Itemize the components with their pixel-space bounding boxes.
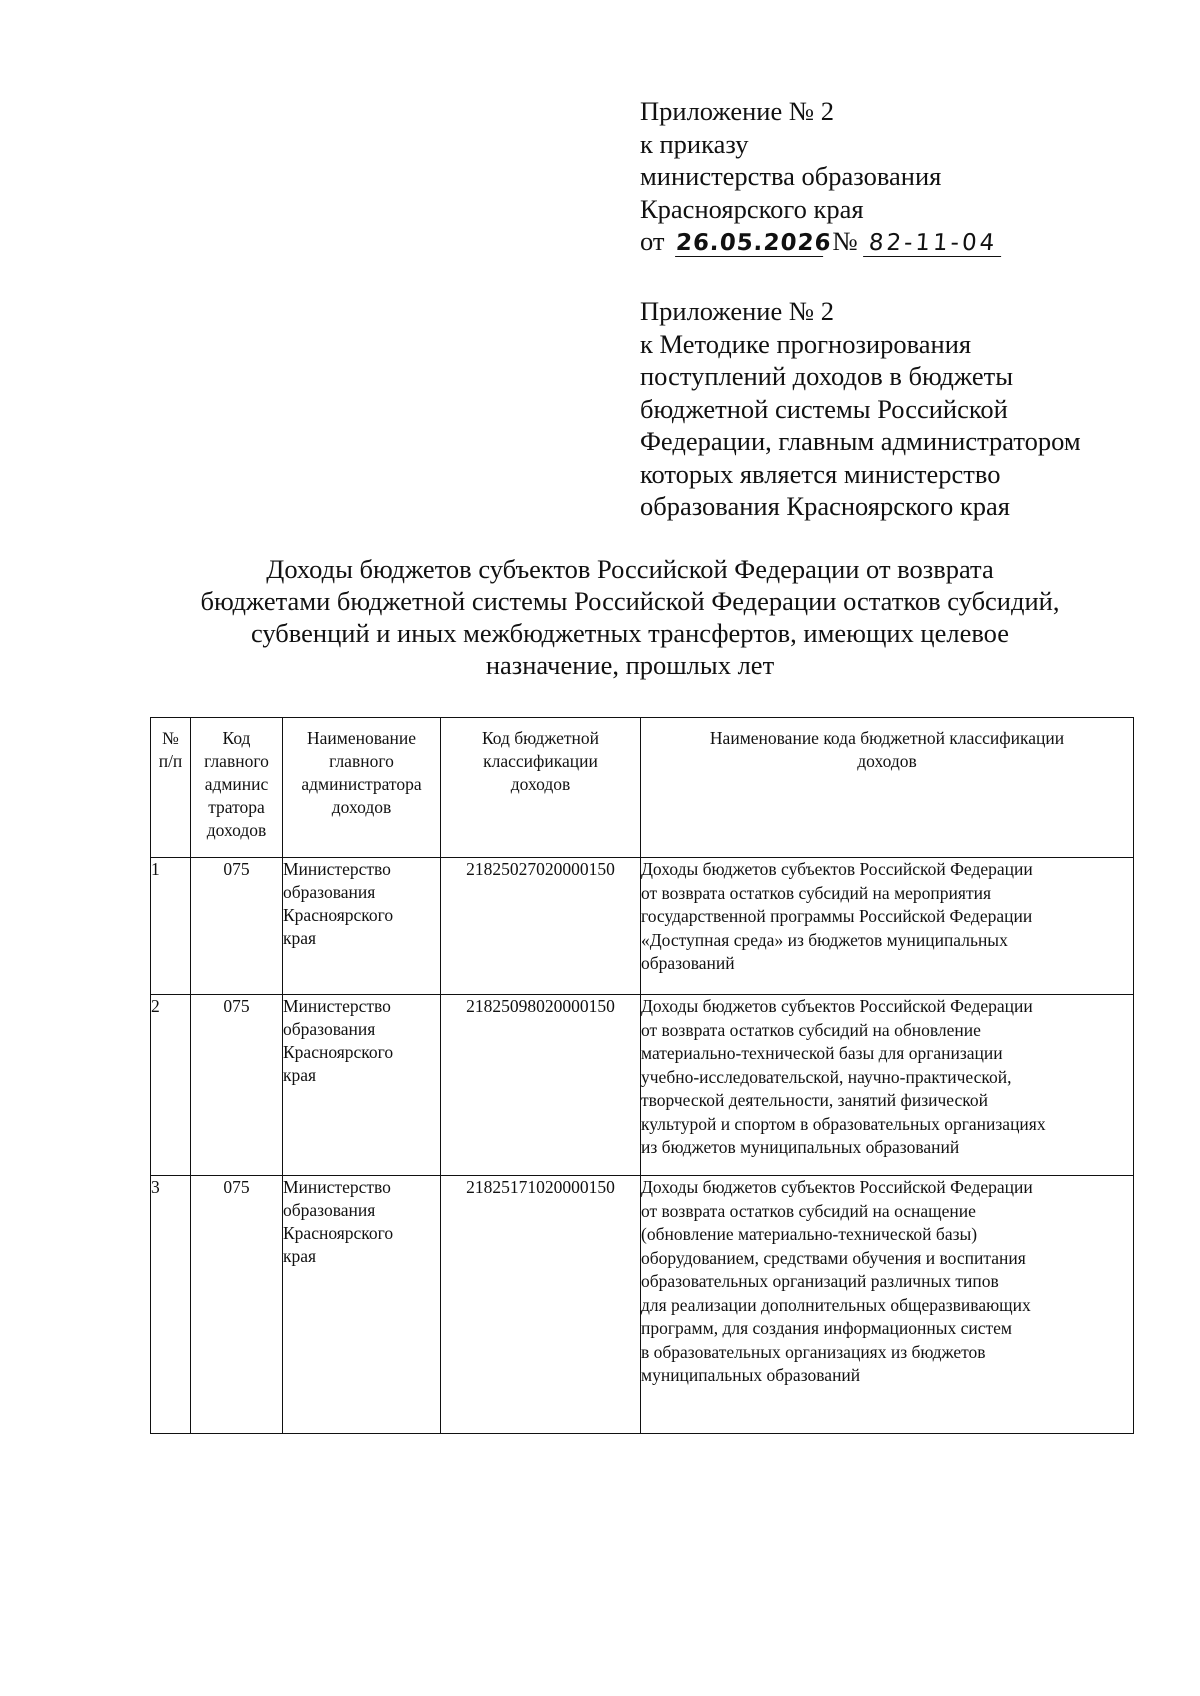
document-title-line: бюджетами бюджетной системы Российской Федерации остатков субсидий, [200,586,1060,616]
header-kbk-code: Код бюджетной классификации доходов [441,718,641,858]
methodology-appendix-line: образования Красноярского края [640,491,1010,521]
methodology-appendix-line: бюджетной системы Российской [640,393,1008,424]
order-from-label: от [640,226,665,256]
document-title-line: субвенций и иных межбюджетных трансфертов, имеющих целевое [250,618,1010,648]
table-header-row [151,718,1134,858]
order-date-number-line [640,225,1160,258]
methodology-appendix-line: которых является министерство [640,458,1001,489]
order-appendix-line: к приказу [640,128,749,159]
table-row [151,1176,1134,1434]
revenue-table [150,717,1134,1434]
header-kbk-name: Наименование кода бюджетной классификации доходов [641,718,1134,858]
order-appendix-line: Приложение № 2 [640,96,835,126]
kbk-code-cell: 21825027020000150 [441,858,641,995]
order-number-label: № [832,226,858,256]
header-num: № п/п [151,718,191,858]
methodology-appendix-line: поступлений доходов в бюджеты [640,361,1014,391]
kbk-code-cell: 21825098020000150 [441,995,641,1176]
order-appendix-header [640,95,1160,258]
document-title-line: назначение, прошлых лет [485,650,775,680]
row-number-cell: 3 [151,1176,191,1434]
order-number-field: 82-11-04 [863,230,1003,257]
admin-name-cell: Министерство образования Красноярского края [283,995,441,1176]
document-title [150,553,1110,681]
order-appendix-line: министерства образования [640,161,942,191]
table-row [151,858,1134,995]
kbk-code-cell: 21825171020000150 [441,1176,641,1434]
admin-name-cell: Министерство образования Красноярского края [283,858,441,995]
document-title-line: Доходы бюджетов субъектов Российской Федерации от возврата [266,554,994,584]
header-admin-name: Наименование главного администратора доходов [283,718,441,858]
table-row [151,995,1134,1176]
row-number-cell: 1 [151,858,191,995]
admin-name-cell: Министерство образования Красноярского края [283,1176,441,1434]
methodology-appendix-line: к Методике прогнозирования [640,328,972,359]
admin-code-cell: 075 [191,858,283,995]
order-date-field: 26.05.2026 [675,230,833,256]
admin-code-cell: 075 [191,995,283,1176]
methodology-appendix-line: Приложение № 2 [640,296,835,326]
methodology-appendix-line: Федерации, главным администратором [640,426,1081,456]
row-number-cell: 2 [151,995,191,1176]
order-appendix-line: Красноярского края [640,193,864,224]
kbk-name-cell: Доходы бюджетов субъектов Российской Федерации от возврата остатков субсидий на мероприятия государственной программы Российской Федерации «Доступная среда» из бюджетов муниципальных образований [641,858,1134,995]
methodology-appendix-header [640,295,1160,523]
kbk-name-cell: Доходы бюджетов субъектов Российской Федерации от возврата остатков субсидий на обновление материально-технической базы для организации учебно-исследовательской, научно-практической, творческой деятельности, занятий физической культурой и спортом в образовательных организациях из бюджетов муниципальных образований [641,995,1134,1176]
admin-code-cell: 075 [191,1176,283,1434]
kbk-name-cell: Доходы бюджетов субъектов Российской Федерации от возврата остатков субсидий на оснащение (обновление материально-технической базы) оборудованием, средствами обучения и воспитания образовательных организаций различных типов для реализации дополнительных общеразвивающих программ, для создания информационных систем в образовательных организациях из бюджетов муниципальных образований [641,1176,1134,1434]
header-admin-code: Код главного админис тратора доходов [191,718,283,858]
